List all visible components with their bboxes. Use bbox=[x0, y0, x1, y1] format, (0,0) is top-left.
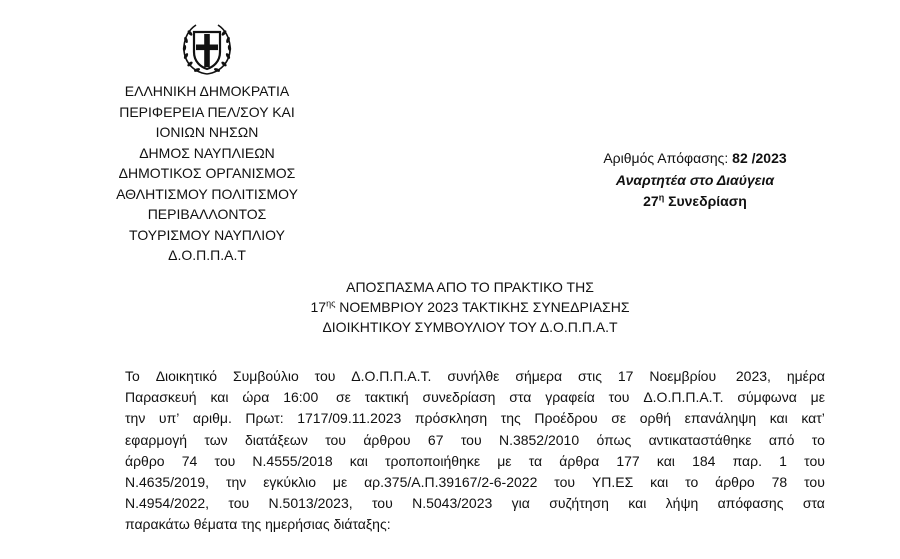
body-paragraph bbox=[125, 366, 825, 536]
paragraph-word: Ν.4954/2022, bbox=[125, 495, 210, 512]
paragraph-word: σε bbox=[332, 389, 351, 406]
paragraph-word: του bbox=[804, 474, 825, 491]
paragraph-word: Ν.4555/2018 bbox=[252, 452, 333, 469]
session-number: 27 bbox=[643, 193, 659, 209]
meeting-day: 17 bbox=[310, 299, 327, 315]
decision-number-label: Αριθμός Απόφασης: bbox=[603, 150, 733, 166]
paragraph-word: εφαρμογή bbox=[125, 431, 188, 448]
meeting-day-suffix: ης bbox=[326, 298, 336, 309]
paragraph-word: όπως bbox=[596, 431, 632, 448]
paragraph-word: συνεδρίαση bbox=[422, 389, 496, 406]
decision-info-block bbox=[560, 148, 830, 213]
paragraph-word: πρόσκληση bbox=[414, 410, 488, 427]
paragraph-word: κατ’ bbox=[801, 410, 825, 427]
paragraph-word: την bbox=[225, 474, 247, 491]
paragraph-word: τακτική bbox=[364, 389, 409, 406]
issuer-line: Δ.Ο.Π.Π.Α.Τ bbox=[168, 247, 246, 263]
paragraph-word: Διοικητικό bbox=[155, 368, 218, 384]
paragraph-word: με bbox=[497, 452, 512, 469]
paragraph-word: από bbox=[768, 431, 795, 448]
greek-coat-of-arms-icon bbox=[178, 20, 236, 78]
paragraph-word: αρ.375/Α.Π.39167/2-6-2022 bbox=[364, 474, 538, 491]
paragraph-word: 177 bbox=[616, 452, 640, 469]
paragraph-line bbox=[125, 493, 825, 514]
paragraph-line bbox=[125, 387, 825, 408]
paragraph-line bbox=[125, 366, 825, 387]
paragraph-word: Ν.3852/2010 bbox=[498, 431, 580, 448]
paragraph-word: Πρωτ: bbox=[245, 410, 284, 427]
paragraph-word: τροποποιήθηκε bbox=[384, 452, 481, 469]
paragraph-word: Συμβούλιο bbox=[232, 368, 299, 384]
decision-number-line bbox=[560, 148, 830, 170]
paragraph-word: των bbox=[204, 431, 228, 448]
paragraph-word: συνήλθε bbox=[447, 368, 500, 384]
paragraph-word: του bbox=[608, 389, 630, 406]
paragraph-word: άρθρου bbox=[363, 431, 411, 448]
paragraph-word: και bbox=[210, 389, 229, 406]
paragraph-word: Το bbox=[125, 368, 140, 384]
paragraph-word: σήμερα bbox=[515, 368, 563, 384]
paragraph-word: Ν.5043/2023 bbox=[412, 495, 493, 512]
paragraph-word: για bbox=[511, 495, 530, 512]
paragraph-word: συζήτηση bbox=[549, 495, 609, 512]
paragraph-word: αριθμ. bbox=[192, 410, 232, 427]
paragraph-word: του bbox=[804, 452, 825, 469]
paragraph-word: και bbox=[628, 495, 647, 512]
paragraph-word: υπ’ bbox=[158, 410, 180, 427]
paragraph-line bbox=[125, 451, 825, 472]
paragraph-word: Δ.Ο.Π.Π.Α.Τ. bbox=[351, 368, 432, 384]
paragraph-word: και bbox=[650, 474, 669, 491]
paragraph-word: στις bbox=[577, 368, 603, 384]
paragraph-word: επανάληψη bbox=[684, 410, 757, 427]
paragraph-word: 17 bbox=[617, 368, 634, 384]
excerpt-title bbox=[220, 277, 720, 337]
paragraph-line bbox=[125, 514, 825, 535]
session-word: Συνεδρίαση bbox=[664, 193, 747, 209]
issuer-line: ΔΗΜΟΣ ΝΑΥΠΛΙΕΩΝ bbox=[139, 144, 275, 161]
paragraph-word: του bbox=[314, 368, 336, 384]
paragraph-word: άρθρα bbox=[559, 452, 600, 469]
paragraph-word: του bbox=[460, 431, 482, 448]
issuer-line: ΔΗΜΟΤΙΚΟΣ ΟΡΓΑΝΙΣΜΟΣ bbox=[118, 165, 296, 181]
paragraph-word: 2023, bbox=[732, 368, 771, 384]
issuer-line: ΙΟΝΙΩΝ ΝΗΣΩΝ bbox=[155, 124, 259, 140]
paragraph-word: του bbox=[214, 452, 236, 469]
paragraph-word: λήψη bbox=[665, 495, 699, 512]
paragraph-word: σε bbox=[611, 410, 627, 427]
paragraph-word: με bbox=[810, 389, 825, 406]
paragraph-word: τα bbox=[528, 452, 543, 469]
paragraph-word: Ν.4635/2019, bbox=[125, 474, 210, 491]
paragraph-word: άρθρο bbox=[715, 474, 755, 491]
excerpt-line-3: ΔΙΟΙΚΗΤΙΚΟΥ ΣΥΜΒΟΥΛΙΟΥ ΤΟΥ Δ.Ο.Π.Π.Α.Τ bbox=[322, 319, 618, 335]
issuer-line: ΠΕΡΙΒΑΛΛΟΝΤΟΣ bbox=[147, 206, 267, 222]
paragraph-word: Νοεμβρίου bbox=[649, 368, 717, 384]
paragraph-word: παρακάτω θέματα της ημερήσιας διάταξης: bbox=[125, 516, 391, 533]
paragraph-word: στα bbox=[509, 389, 532, 406]
issuer-line: ΑΘΛΗΤΙΣΜΟΥ ΠΟΛΙΤΙΣΜΟΥ bbox=[116, 185, 298, 202]
paragraph-word: ημέρα bbox=[786, 368, 825, 384]
paragraph-word: του bbox=[554, 474, 576, 491]
paragraph-word: Δ.Ο.Π.Π.Α.Τ. bbox=[643, 389, 724, 406]
paragraph-word: της bbox=[500, 410, 521, 427]
issuer-block bbox=[92, 81, 322, 266]
meeting-date-rest: ΝΟΕΜΒΡΙΟΥ 2023 ΤΑΚΤΙΚΗΣ ΣΥΝΕΔΡΙΑΣΗΣ bbox=[335, 299, 630, 315]
paragraph-line bbox=[125, 408, 825, 429]
paragraph-word: γραφεία bbox=[545, 389, 595, 406]
paragraph-word: του bbox=[371, 495, 393, 512]
paragraph-word: το bbox=[811, 431, 825, 448]
issuer-line: ΠΕΡΙΦΕΡΕΙΑ ΠΕΛ/ΣΟΥ ΚΑΙ bbox=[119, 103, 295, 120]
paragraph-word: 1717/09.11.2023 bbox=[297, 410, 402, 427]
paragraph-word: Παρασκευή bbox=[125, 389, 197, 406]
paragraph-word: 78 bbox=[771, 474, 788, 491]
paragraph-word: με bbox=[332, 474, 348, 491]
paragraph-word: παρ. bbox=[732, 452, 762, 469]
paragraph-word: διατάξεων bbox=[244, 431, 308, 448]
paragraph-word: και bbox=[769, 410, 788, 427]
paragraph-word: ορθή bbox=[639, 410, 672, 427]
session-ordinal-suffix: η bbox=[658, 192, 665, 203]
excerpt-line-1: ΑΠΟΣΠΑΣΜΑ ΑΠΟ ΤΟ ΠΡΑΚΤΙΚΟ ΤΗΣ bbox=[346, 279, 594, 295]
paragraph-word: Προέδρου bbox=[534, 410, 598, 427]
paragraph-word: του bbox=[228, 495, 250, 512]
paragraph-word: 16:00 bbox=[283, 389, 319, 406]
issuer-line: ΤΟΥΡΙΣΜΟΥ ΝΑΥΠΛΙΟΥ bbox=[129, 226, 285, 243]
paragraph-word: και bbox=[349, 452, 368, 469]
paragraph-word: απόφασης bbox=[717, 495, 784, 512]
decision-number: 82 /2023 bbox=[732, 150, 787, 166]
paragraph-line bbox=[125, 472, 825, 493]
paragraph-word: στα bbox=[802, 495, 825, 512]
paragraph-word: και bbox=[656, 452, 675, 469]
paragraph-word: Ν.5013/2023, bbox=[268, 495, 353, 512]
issuer-line: ΕΛΛΗΝΙΚΗ ΔΗΜΟΚΡΑΤΙΑ bbox=[124, 83, 290, 99]
posting-note: Αναρτητέα στο Διαύγεια bbox=[615, 171, 775, 188]
paragraph-word: ώρα bbox=[242, 389, 270, 406]
paragraph-word: ΥΠ.ΕΣ bbox=[591, 474, 634, 491]
paragraph-word: την bbox=[125, 410, 146, 427]
paragraph-word: του bbox=[325, 431, 346, 448]
paragraph-word: 67 bbox=[427, 431, 444, 448]
paragraph-word: εγκύκλιο bbox=[263, 474, 316, 491]
paragraph-word: 74 bbox=[181, 452, 198, 469]
paragraph-word: άρθρο bbox=[125, 452, 165, 469]
paragraph-line bbox=[125, 430, 825, 451]
session-number-line bbox=[560, 191, 830, 213]
paragraph-word: αντικαταστάθηκε bbox=[648, 431, 752, 448]
excerpt-line-2 bbox=[220, 297, 720, 317]
paragraph-word: 184 bbox=[692, 452, 716, 469]
paragraph-word: σύμφωνα bbox=[737, 389, 797, 406]
paragraph-word: το bbox=[685, 474, 699, 491]
paragraph-word: 1 bbox=[779, 452, 787, 469]
